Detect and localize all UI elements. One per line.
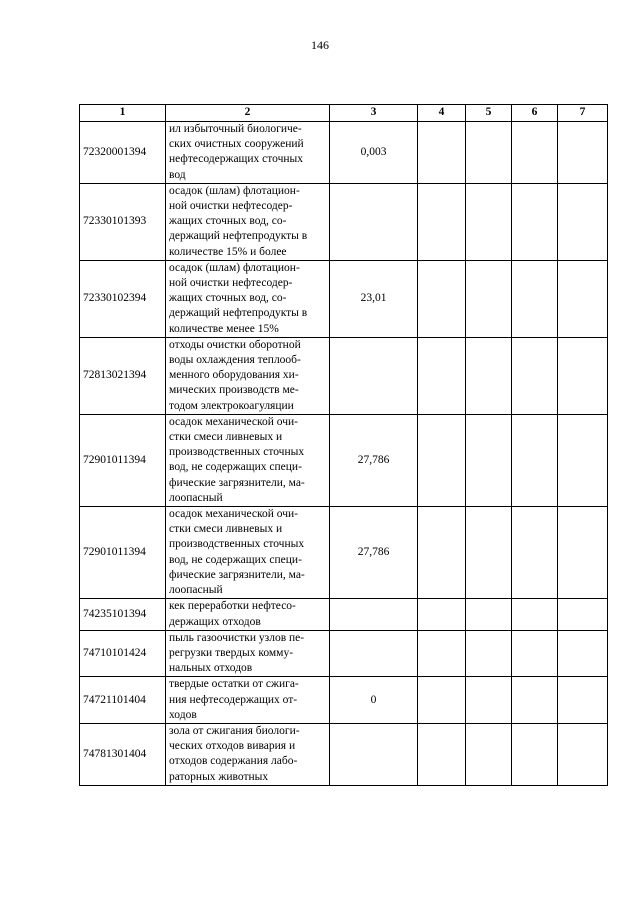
table-header-row [80,105,608,122]
waste-name-cell [166,599,330,630]
waste-table [79,104,608,786]
waste-name-line: жащих сточных вод, со- [169,215,287,228]
empty-cell [466,122,512,184]
table-body [80,122,608,786]
waste-code-cell: 74235101394 [80,599,166,630]
waste-code-cell: 74710101424 [80,630,166,677]
table-row [80,414,608,506]
empty-cell [512,122,558,184]
page-number: 146 [311,38,329,52]
waste-code-cell: 72320001394 [80,122,166,184]
waste-amount-cell [330,723,418,785]
waste-code-cell: 72813021394 [80,337,166,414]
empty-cell [512,507,558,599]
waste-name-line: вод, не содержащих специ- [169,553,302,566]
waste-name-line: стки смеси ливневых и [169,431,283,444]
waste-name-line: осадок механической очи- [169,508,298,521]
empty-cell [418,260,466,337]
waste-code-cell: 74781301404 [80,723,166,785]
waste-name-line: лоопасный [169,491,223,504]
waste-name-line: количестве 15% и более [169,245,287,258]
empty-cell [558,260,608,337]
empty-cell [466,414,512,506]
empty-cell [418,337,466,414]
waste-name-line: жащих сточных вод, со- [169,292,287,305]
waste-name-line: кек переработки нефтесо- [169,600,296,613]
empty-cell [418,599,466,630]
empty-cell [466,183,512,260]
waste-name-line: пыль газоочистки узлов пе- [169,631,305,644]
waste-name-line: количестве менее 15% [169,322,279,335]
waste-amount-cell [330,630,418,677]
waste-name-line: ной очистки нефтесодер- [169,277,293,290]
empty-cell [466,507,512,599]
column-header: 7 [558,105,608,122]
waste-name-cell [166,122,330,184]
waste-name-line: тодом электрокоагуляции [169,399,294,412]
waste-name-line: раторных животных [169,770,269,783]
waste-name-line: держащий нефтепродукты в [169,230,308,243]
waste-name-cell [166,630,330,677]
table-row [80,507,608,599]
waste-code-cell: 72901011394 [80,507,166,599]
table-row [80,723,608,785]
table-row [80,630,608,677]
empty-cell [512,677,558,724]
table-row [80,122,608,184]
waste-name-cell [166,337,330,414]
waste-name-line: мических производств ме- [169,384,299,397]
column-header: 2 [166,105,330,122]
waste-amount-cell: 0 [330,677,418,724]
waste-name-line: осадок механической очи- [169,415,298,428]
empty-cell [512,599,558,630]
empty-cell [466,260,512,337]
waste-name-line: отходы очистки оборотной [169,338,301,351]
waste-name-cell [166,723,330,785]
empty-cell [512,183,558,260]
table-row [80,677,608,724]
column-header: 1 [80,105,166,122]
table-row [80,337,608,414]
waste-amount-cell: 27,786 [330,507,418,599]
waste-amount-cell [330,183,418,260]
waste-name-line: ских очистных сооружений [169,138,304,151]
empty-cell [418,723,466,785]
empty-cell [466,599,512,630]
waste-name-cell [166,183,330,260]
empty-cell [418,630,466,677]
table-row [80,599,608,630]
waste-name-line: ческих отходов вивария и [169,740,296,753]
waste-name-line: осадок (шлам) флотацион- [169,184,300,197]
waste-name-line: фические загрязнители, ма- [169,568,305,581]
empty-cell [418,122,466,184]
waste-name-line: воды охлаждения теплооб- [169,354,301,367]
table-row [80,260,608,337]
waste-name-line: нефтесодержащих сточных [169,153,304,166]
waste-name-line: ходов [169,708,197,721]
waste-name-line: стки смеси ливневых и [169,523,283,536]
table-row [80,183,608,260]
waste-name-cell [166,677,330,724]
waste-amount-cell: 0,003 [330,122,418,184]
empty-cell [466,630,512,677]
waste-name-cell [166,507,330,599]
empty-cell [512,414,558,506]
waste-name-line: зола от сжигания биологи- [169,724,300,737]
waste-name-line: вод, не содержащих специ- [169,461,302,474]
empty-cell [512,723,558,785]
waste-name-cell [166,414,330,506]
waste-amount-cell: 27,786 [330,414,418,506]
waste-name-line: твердые остатки от сжига- [169,678,299,691]
empty-cell [558,122,608,184]
empty-cell [466,723,512,785]
waste-name-line: ил избыточный биологиче- [169,123,302,135]
waste-name-line: вод [169,168,186,181]
empty-cell [512,630,558,677]
waste-code-cell: 74721101404 [80,677,166,724]
waste-code-cell: 72330101393 [80,183,166,260]
waste-name-line: осадок (шлам) флотацион- [169,261,300,274]
waste-amount-cell [330,599,418,630]
empty-cell [558,723,608,785]
waste-name-line: держащих отходов [169,615,261,628]
column-header: 6 [512,105,558,122]
waste-name-line: ния нефтесодержащих от- [169,693,298,706]
waste-name-line: ной очистки нефтесодер- [169,200,293,213]
column-header: 4 [418,105,466,122]
empty-cell [558,630,608,677]
column-header: 5 [466,105,512,122]
empty-cell [418,414,466,506]
waste-code-cell: 72901011394 [80,414,166,506]
waste-name-line: производственных сточных [169,538,305,551]
empty-cell [418,507,466,599]
empty-cell [466,677,512,724]
waste-name-line: нальных отходов [169,662,253,675]
waste-name-cell [166,260,330,337]
empty-cell [558,337,608,414]
waste-name-line: лоопасный [169,584,223,597]
column-header: 3 [330,105,418,122]
empty-cell [418,677,466,724]
waste-amount-cell: 23,01 [330,260,418,337]
empty-cell [558,507,608,599]
empty-cell [512,337,558,414]
empty-cell [558,677,608,724]
empty-cell [558,414,608,506]
waste-name-line: регрузки твердых комму- [169,646,294,659]
waste-name-line: производственных сточных [169,446,305,459]
waste-code-cell: 72330102394 [80,260,166,337]
waste-name-line: держащий нефтепродукты в [169,307,308,320]
empty-cell [466,337,512,414]
empty-cell [558,183,608,260]
waste-name-line: отходов содержания лабо- [169,755,298,768]
waste-name-line: менного оборудования хи- [169,369,299,382]
empty-cell [558,599,608,630]
waste-amount-cell [330,337,418,414]
waste-name-line: фические загрязнители, ма- [169,476,305,489]
empty-cell [512,260,558,337]
empty-cell [418,183,466,260]
